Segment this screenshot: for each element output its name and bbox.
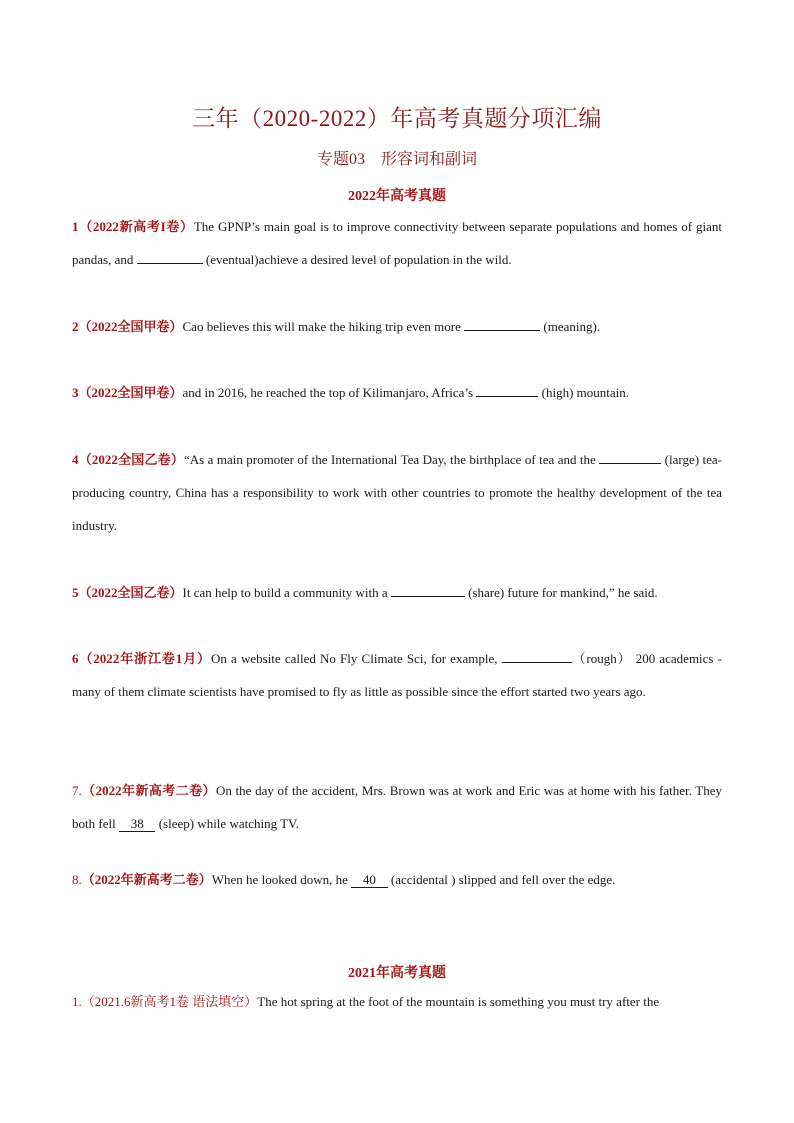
question-text-after: (accidental ) slipped and fell over the edge. [387, 872, 616, 887]
question-source: （2022新高考I卷） [78, 219, 194, 234]
question-text-after: (meaning). [540, 319, 601, 334]
question-item [72, 642, 722, 708]
question-number: 1 [72, 219, 79, 234]
question-text-before: Cao believes this will make the hiking trip even more [182, 319, 465, 334]
section-title-2021: 2021年高考真题 [348, 966, 446, 981]
answer-blank[interactable] [502, 648, 572, 663]
question-text-before: The hot spring at the foot of the mountain is something you must try after the [257, 994, 660, 1009]
question-text-after: (eventual)achieve a desired level of population in the wild. [202, 252, 512, 267]
question-text-before: On the day of the accident, Mrs. Brown was at work and Eric was at home with his father. They both fell [72, 783, 722, 831]
answer-number: 40 [362, 872, 376, 887]
question-number: 5 [72, 585, 79, 600]
page-title: 三年（2020-2022）年高考真题分项汇编 [192, 106, 602, 131]
question-source: （2022全国乙卷） [78, 585, 183, 600]
question-number: 4 [72, 452, 79, 467]
question-source: （2022全国甲卷） [78, 319, 183, 334]
question-item [72, 863, 722, 896]
question-text-before: On a website called No Fly Climate Sci, for example, [211, 651, 502, 666]
question-source: （2021.6新高考1卷 语法填空） [81, 994, 258, 1009]
question-item [72, 774, 722, 840]
question-source: （2022年新高考二卷） [81, 872, 212, 887]
answer-number: 38 [130, 816, 144, 831]
question-item [72, 210, 722, 276]
question-text-before: and in 2016, he reached the top of Kilimanjaro, Africa’s [182, 385, 477, 400]
question-source: （2022全国甲卷） [78, 385, 183, 400]
question-text-before: When he looked down, he [211, 872, 352, 887]
question-text-after: (share) future for mankind,” he said. [464, 585, 658, 600]
question-number: 7. [72, 783, 82, 798]
question-text-after: (large) tea-producing country, China has a responsibility to work with other countries to promote the healthy development of the tea industry. [72, 452, 722, 533]
question-number: 8. [72, 872, 82, 887]
answer-blank[interactable] [464, 316, 540, 331]
answer-blank[interactable] [391, 582, 465, 597]
question-source: （2022年浙江卷1月） [78, 651, 212, 666]
question-text-after: (sleep) while watching TV. [155, 816, 300, 831]
question-number: 6 [72, 651, 79, 666]
question-item [72, 376, 722, 409]
question-item [72, 576, 722, 609]
question-text-after: （rough） 200 academics - many of them climate scientists have promised to fly as little as possible since the effort started two years ago. [72, 651, 722, 699]
question-number: 3 [72, 385, 79, 400]
question-number: 2 [72, 319, 79, 334]
question-source: （2022年新高考二卷） [81, 783, 216, 798]
question-item [72, 443, 722, 542]
question-item [72, 985, 722, 1018]
question-text-before: “As a main promoter of the International Tea Day, the birthplace of tea and the [184, 452, 600, 467]
topic-subtitle: 专题03 形容词和副词 [316, 151, 477, 168]
section-title-2022: 2022年高考真题 [348, 189, 446, 204]
question-text-before: It can help to build a community with a [182, 585, 391, 600]
question-text-after: (high) mountain. [538, 385, 630, 400]
answer-blank[interactable] [119, 816, 156, 832]
answer-blank[interactable] [476, 382, 538, 397]
answer-blank[interactable] [137, 249, 203, 264]
answer-blank[interactable] [599, 449, 661, 464]
question-item [72, 310, 722, 343]
question-source: （2022全国乙卷） [78, 452, 185, 467]
question-text-before: The GPNP’s main goal is to improve connectivity between separate populations and homes of giant pandas, and [72, 219, 723, 267]
answer-blank[interactable] [351, 872, 388, 888]
question-number: 1. [72, 994, 82, 1009]
